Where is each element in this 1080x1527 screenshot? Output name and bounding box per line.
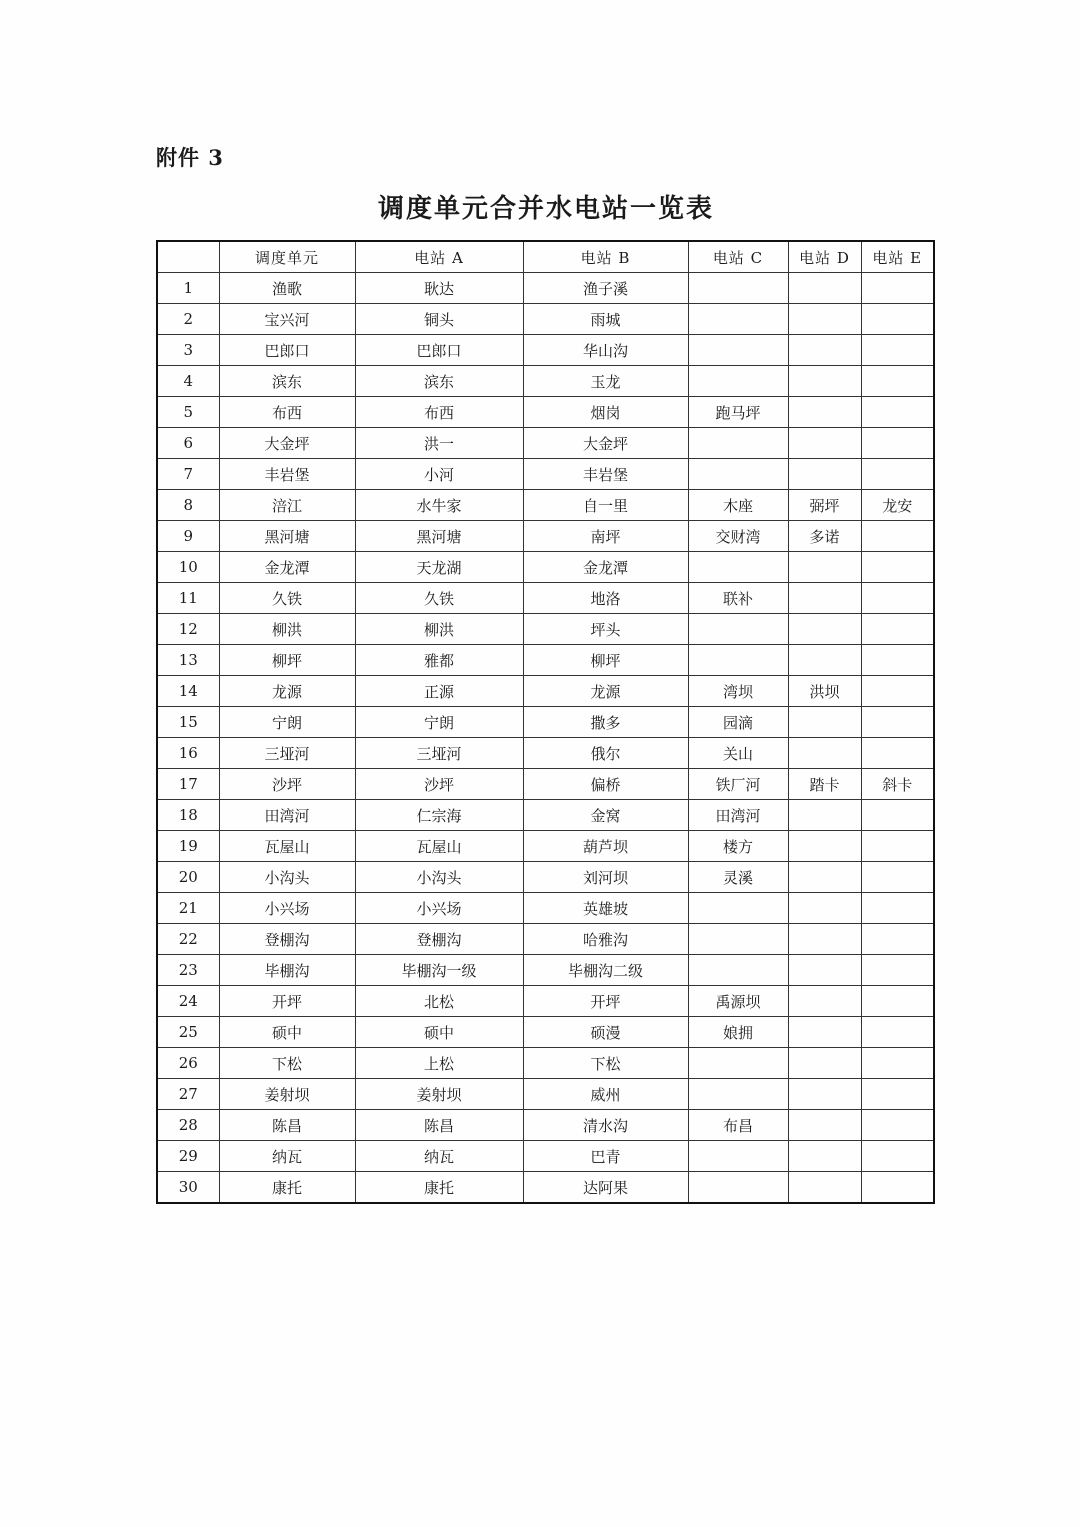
cell-station-b: 金窝 <box>523 800 688 831</box>
table-row <box>157 583 934 614</box>
cell-station-a: 黑河塘 <box>355 521 523 552</box>
cell-unit: 丰岩堡 <box>219 459 355 490</box>
row-index: 3 <box>157 335 219 366</box>
cell-unit: 渔歌 <box>219 273 355 304</box>
table-container <box>156 240 933 1204</box>
table-header-row <box>157 241 934 273</box>
cell-station-a: 小河 <box>355 459 523 490</box>
row-index: 7 <box>157 459 219 490</box>
cell-station-b: 坪头 <box>523 614 688 645</box>
cell-station-e: 斜卡 <box>861 769 934 800</box>
cell-station-d <box>788 583 861 614</box>
cell-unit: 金龙潭 <box>219 552 355 583</box>
table-row <box>157 800 934 831</box>
row-index: 8 <box>157 490 219 521</box>
cell-station-d <box>788 862 861 893</box>
table-row <box>157 955 934 986</box>
cell-station-a: 康托 <box>355 1172 523 1204</box>
cell-station-d <box>788 552 861 583</box>
cell-station-e <box>861 707 934 738</box>
table-row <box>157 335 934 366</box>
cell-unit: 三垭河 <box>219 738 355 769</box>
column-header-e: 电站 E <box>861 241 934 273</box>
cell-unit: 登棚沟 <box>219 924 355 955</box>
cell-station-a: 登棚沟 <box>355 924 523 955</box>
table-row <box>157 1017 934 1048</box>
row-index: 16 <box>157 738 219 769</box>
cell-station-c: 木座 <box>688 490 788 521</box>
cell-station-a: 小沟头 <box>355 862 523 893</box>
row-index: 9 <box>157 521 219 552</box>
cell-station-b: 金龙潭 <box>523 552 688 583</box>
cell-station-b: 撒多 <box>523 707 688 738</box>
cell-station-e <box>861 831 934 862</box>
cell-station-a: 巴郎口 <box>355 335 523 366</box>
cell-station-a: 水牛家 <box>355 490 523 521</box>
row-index: 1 <box>157 273 219 304</box>
cell-unit: 龙源 <box>219 676 355 707</box>
cell-station-c <box>688 645 788 676</box>
table-row <box>157 1141 934 1172</box>
cell-station-e <box>861 273 934 304</box>
row-index: 12 <box>157 614 219 645</box>
cell-station-d <box>788 335 861 366</box>
cell-station-d: 多诺 <box>788 521 861 552</box>
cell-station-d <box>788 955 861 986</box>
cell-unit: 姜射坝 <box>219 1079 355 1110</box>
cell-station-e <box>861 738 934 769</box>
cell-station-c: 铁厂河 <box>688 769 788 800</box>
cell-station-c <box>688 955 788 986</box>
cell-station-a: 毕棚沟一级 <box>355 955 523 986</box>
cell-station-a: 仁宗海 <box>355 800 523 831</box>
column-header-c: 电站 C <box>688 241 788 273</box>
table-row <box>157 893 934 924</box>
cell-station-b: 大金坪 <box>523 428 688 459</box>
cell-station-e <box>861 645 934 676</box>
cell-station-c: 交财湾 <box>688 521 788 552</box>
table-row <box>157 459 934 490</box>
cell-station-c: 跑马坪 <box>688 397 788 428</box>
cell-station-c <box>688 366 788 397</box>
cell-station-b: 威州 <box>523 1079 688 1110</box>
cell-station-b: 南坪 <box>523 521 688 552</box>
cell-unit: 柳洪 <box>219 614 355 645</box>
cell-unit: 下松 <box>219 1048 355 1079</box>
cell-station-e <box>861 1172 934 1204</box>
cell-station-d <box>788 1141 861 1172</box>
cell-station-e <box>861 614 934 645</box>
table-row <box>157 490 934 521</box>
cell-station-a: 沙坪 <box>355 769 523 800</box>
cell-unit: 黑河塘 <box>219 521 355 552</box>
cell-station-a: 宁朗 <box>355 707 523 738</box>
cell-station-d <box>788 986 861 1017</box>
cell-station-a: 柳洪 <box>355 614 523 645</box>
cell-station-c: 园滴 <box>688 707 788 738</box>
cell-station-d <box>788 831 861 862</box>
row-index: 2 <box>157 304 219 335</box>
table-row <box>157 1048 934 1079</box>
cell-station-d <box>788 1079 861 1110</box>
cell-unit: 大金坪 <box>219 428 355 459</box>
cell-station-d <box>788 614 861 645</box>
cell-unit: 久铁 <box>219 583 355 614</box>
table-row <box>157 1079 934 1110</box>
cell-station-c <box>688 459 788 490</box>
row-index: 18 <box>157 800 219 831</box>
cell-station-e <box>861 397 934 428</box>
cell-station-e <box>861 676 934 707</box>
cell-station-c <box>688 1141 788 1172</box>
cell-unit: 沙坪 <box>219 769 355 800</box>
cell-station-b: 地洛 <box>523 583 688 614</box>
cell-station-c <box>688 335 788 366</box>
table-row <box>157 397 934 428</box>
table-row <box>157 645 934 676</box>
cell-station-e <box>861 335 934 366</box>
cell-station-c: 禹源坝 <box>688 986 788 1017</box>
column-header-d: 电站 D <box>788 241 861 273</box>
cell-station-c: 楼方 <box>688 831 788 862</box>
cell-station-e <box>861 552 934 583</box>
cell-station-c <box>688 924 788 955</box>
cell-station-b: 下松 <box>523 1048 688 1079</box>
cell-unit: 瓦屋山 <box>219 831 355 862</box>
cell-station-e: 龙安 <box>861 490 934 521</box>
station-merge-table <box>156 240 935 1204</box>
cell-station-c <box>688 273 788 304</box>
table-row <box>157 738 934 769</box>
cell-station-e <box>861 1048 934 1079</box>
cell-station-c <box>688 1079 788 1110</box>
page-title: 调度单元合并水电站一览表 <box>377 194 714 224</box>
row-index: 13 <box>157 645 219 676</box>
cell-station-e <box>861 521 934 552</box>
table-header <box>157 241 934 273</box>
row-index: 30 <box>157 1172 219 1204</box>
cell-station-e <box>861 893 934 924</box>
cell-station-a: 北松 <box>355 986 523 1017</box>
cell-station-a: 雅都 <box>355 645 523 676</box>
cell-station-a: 陈昌 <box>355 1110 523 1141</box>
cell-station-c: 田湾河 <box>688 800 788 831</box>
cell-station-c <box>688 552 788 583</box>
cell-station-d: 弼坪 <box>788 490 861 521</box>
cell-station-b: 华山沟 <box>523 335 688 366</box>
cell-station-e <box>861 428 934 459</box>
cell-unit: 开坪 <box>219 986 355 1017</box>
cell-station-e <box>861 583 934 614</box>
cell-station-e <box>861 862 934 893</box>
cell-unit: 巴郎口 <box>219 335 355 366</box>
cell-station-b: 偏桥 <box>523 769 688 800</box>
cell-unit: 康托 <box>219 1172 355 1204</box>
cell-unit: 陈昌 <box>219 1110 355 1141</box>
cell-station-a: 瓦屋山 <box>355 831 523 862</box>
table-row <box>157 924 934 955</box>
cell-unit: 宝兴河 <box>219 304 355 335</box>
cell-station-e <box>861 800 934 831</box>
cell-station-e <box>861 924 934 955</box>
row-index: 17 <box>157 769 219 800</box>
row-index: 15 <box>157 707 219 738</box>
cell-station-a: 姜射坝 <box>355 1079 523 1110</box>
row-index: 28 <box>157 1110 219 1141</box>
table-row <box>157 862 934 893</box>
cell-station-b: 自一里 <box>523 490 688 521</box>
cell-station-e <box>861 304 934 335</box>
cell-station-b: 渔子溪 <box>523 273 688 304</box>
row-index: 26 <box>157 1048 219 1079</box>
row-index: 4 <box>157 366 219 397</box>
cell-station-a: 洪一 <box>355 428 523 459</box>
cell-station-c <box>688 304 788 335</box>
cell-station-b: 雨城 <box>523 304 688 335</box>
column-header-unit: 调度单元 <box>219 241 355 273</box>
cell-station-b: 清水沟 <box>523 1110 688 1141</box>
cell-station-b: 龙源 <box>523 676 688 707</box>
cell-unit: 田湾河 <box>219 800 355 831</box>
cell-station-e <box>861 1110 934 1141</box>
row-index: 6 <box>157 428 219 459</box>
cell-unit: 柳坪 <box>219 645 355 676</box>
cell-station-d <box>788 645 861 676</box>
cell-station-d <box>788 924 861 955</box>
cell-station-d <box>788 1110 861 1141</box>
cell-station-c: 灵溪 <box>688 862 788 893</box>
cell-unit: 纳瓦 <box>219 1141 355 1172</box>
table-row <box>157 676 934 707</box>
cell-station-a: 滨东 <box>355 366 523 397</box>
cell-station-b: 巴青 <box>523 1141 688 1172</box>
cell-station-d <box>788 800 861 831</box>
cell-station-a: 小兴场 <box>355 893 523 924</box>
column-header-index <box>157 241 219 273</box>
cell-station-a: 铜头 <box>355 304 523 335</box>
table-row <box>157 769 934 800</box>
cell-station-c <box>688 428 788 459</box>
row-index: 5 <box>157 397 219 428</box>
table-row <box>157 986 934 1017</box>
cell-station-b: 丰岩堡 <box>523 459 688 490</box>
cell-station-d <box>788 1017 861 1048</box>
cell-station-a: 三垭河 <box>355 738 523 769</box>
cell-station-d <box>788 738 861 769</box>
cell-station-a: 上松 <box>355 1048 523 1079</box>
cell-station-e <box>861 366 934 397</box>
cell-station-e <box>861 1017 934 1048</box>
cell-unit: 涪江 <box>219 490 355 521</box>
table-row <box>157 614 934 645</box>
cell-station-b: 硕漫 <box>523 1017 688 1048</box>
cell-station-c: 娘拥 <box>688 1017 788 1048</box>
cell-station-a: 纳瓦 <box>355 1141 523 1172</box>
cell-station-d <box>788 366 861 397</box>
cell-station-d: 踏卡 <box>788 769 861 800</box>
cell-station-a: 正源 <box>355 676 523 707</box>
cell-station-d: 洪坝 <box>788 676 861 707</box>
cell-station-e <box>861 955 934 986</box>
cell-unit: 滨东 <box>219 366 355 397</box>
cell-station-b: 毕棚沟二级 <box>523 955 688 986</box>
cell-station-a: 天龙湖 <box>355 552 523 583</box>
cell-station-a: 硕中 <box>355 1017 523 1048</box>
cell-unit: 小沟头 <box>219 862 355 893</box>
cell-station-b: 玉龙 <box>523 366 688 397</box>
cell-station-e <box>861 459 934 490</box>
table-row <box>157 831 934 862</box>
cell-station-c: 联补 <box>688 583 788 614</box>
table-row <box>157 1110 934 1141</box>
row-index: 21 <box>157 893 219 924</box>
cell-station-a: 耿达 <box>355 273 523 304</box>
cell-station-d <box>788 273 861 304</box>
cell-station-b: 葫芦坝 <box>523 831 688 862</box>
row-index: 19 <box>157 831 219 862</box>
row-index: 29 <box>157 1141 219 1172</box>
table-body <box>157 273 934 1204</box>
cell-unit: 布西 <box>219 397 355 428</box>
table-row <box>157 366 934 397</box>
cell-station-b: 英雄坡 <box>523 893 688 924</box>
cell-unit: 毕棚沟 <box>219 955 355 986</box>
cell-station-d <box>788 304 861 335</box>
table-row <box>157 428 934 459</box>
cell-station-c: 布昌 <box>688 1110 788 1141</box>
row-index: 10 <box>157 552 219 583</box>
cell-station-b: 俄尔 <box>523 738 688 769</box>
row-index: 22 <box>157 924 219 955</box>
column-header-a: 电站 A <box>355 241 523 273</box>
cell-station-b: 柳坪 <box>523 645 688 676</box>
table-row <box>157 304 934 335</box>
table-row <box>157 273 934 304</box>
table-row <box>157 1172 934 1204</box>
cell-unit: 小兴场 <box>219 893 355 924</box>
cell-station-b: 烟岗 <box>523 397 688 428</box>
cell-station-b: 开坪 <box>523 986 688 1017</box>
table-row <box>157 552 934 583</box>
cell-station-d <box>788 1048 861 1079</box>
cell-station-e <box>861 1141 934 1172</box>
cell-unit: 硕中 <box>219 1017 355 1048</box>
cell-station-b: 刘河坝 <box>523 862 688 893</box>
row-index: 24 <box>157 986 219 1017</box>
table-row <box>157 521 934 552</box>
cell-station-d <box>788 428 861 459</box>
row-index: 20 <box>157 862 219 893</box>
cell-station-b: 达阿果 <box>523 1172 688 1204</box>
row-index: 25 <box>157 1017 219 1048</box>
cell-station-e <box>861 986 934 1017</box>
row-index: 11 <box>157 583 219 614</box>
cell-station-c <box>688 893 788 924</box>
cell-station-d <box>788 397 861 428</box>
cell-station-c <box>688 1172 788 1204</box>
cell-station-d <box>788 459 861 490</box>
row-index: 23 <box>157 955 219 986</box>
cell-station-d <box>788 707 861 738</box>
cell-station-c: 湾坝 <box>688 676 788 707</box>
cell-station-d <box>788 1172 861 1204</box>
cell-station-a: 久铁 <box>355 583 523 614</box>
row-index: 27 <box>157 1079 219 1110</box>
cell-station-e <box>861 1079 934 1110</box>
cell-unit: 宁朗 <box>219 707 355 738</box>
attachment-label: 附件 3 <box>156 145 224 170</box>
cell-station-d <box>788 893 861 924</box>
column-header-b: 电站 B <box>523 241 688 273</box>
cell-station-c <box>688 614 788 645</box>
cell-station-a: 布西 <box>355 397 523 428</box>
cell-station-b: 哈雅沟 <box>523 924 688 955</box>
row-index: 14 <box>157 676 219 707</box>
cell-station-c: 关山 <box>688 738 788 769</box>
table-row <box>157 707 934 738</box>
cell-station-c <box>688 1048 788 1079</box>
